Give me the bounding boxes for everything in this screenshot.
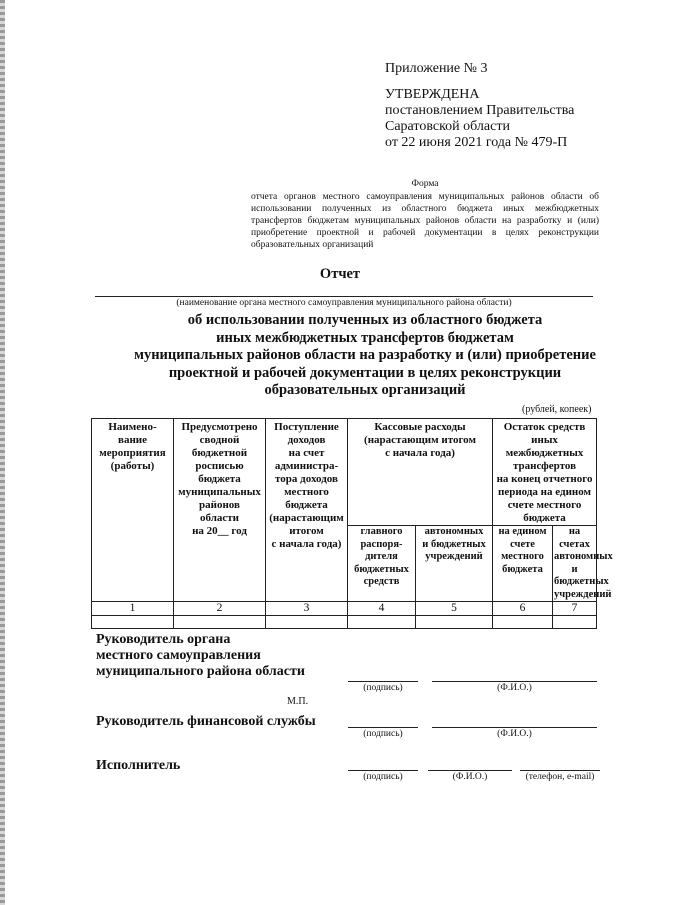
scan-edge (0, 0, 5, 905)
decree-line-2: Саратовской области (385, 119, 510, 134)
signer-head-org: Руководитель органа местного самоуправления муниципального района области (96, 632, 305, 679)
col-number: 1 (92, 602, 174, 616)
approved-label: УТВЕРЖДЕНА (385, 87, 480, 102)
table-row (92, 616, 597, 629)
name-line (428, 770, 512, 771)
col-single-account-header: на едином счете местного бюджета (493, 526, 553, 602)
report-subtitle (70, 312, 660, 400)
currency-unit: (рублей, копеек) (522, 404, 592, 415)
table-cell (92, 616, 174, 629)
form-label: Форма (411, 179, 439, 189)
col-number: 3 (266, 602, 348, 616)
authority-name-hint: (наименование органа местного самоуправления муниципального района области) (176, 298, 512, 308)
stamp-place: М.П. (287, 696, 309, 707)
name-line (432, 727, 597, 728)
form-description: отчета органов местного самоуправления муниципальных районов области об использовании полученных из областного бюджета иных межбюджетных трансфертов бюджетам муниципальных районов области на разработку и (или) приобретение проектной и рабочей документации в целях реконструкции образовательных организаций (251, 192, 599, 250)
signer-finance-head: Руководитель финансовой службы (96, 714, 316, 729)
table-cell (174, 616, 266, 629)
authority-name-line (95, 296, 593, 297)
subtitle-line-1: об использовании полученных из областного бюджета (187, 312, 543, 328)
subtitle-line-3: муниципальных районов области на разработку и (или) приобретение (134, 347, 596, 363)
col-group-expenses: Кассовые расходы (нарастающим итогом с начала года) (348, 419, 493, 526)
signature-label: (подпись) (363, 729, 403, 739)
table-cell (553, 616, 597, 629)
col-institution-accounts-header: на счетах автономных и бюджетных учреждений (554, 526, 613, 600)
col-main-manager-header: главного распоря- дителя бюджетных средств (348, 526, 416, 602)
signature-line (348, 681, 418, 682)
report-table (91, 418, 613, 629)
col-group-balance: Остаток средств иных межбюджетных трансфертов на конец отчетного периода на едином счете местного бюджета (493, 419, 597, 526)
col-number: 4 (348, 602, 416, 616)
col-number: 6 (493, 602, 553, 616)
decree-line-1: постановлением Правительства (385, 103, 575, 118)
signer-executor: Исполнитель (96, 758, 181, 773)
appendix-number: Приложение № 3 (385, 61, 488, 76)
col-activity-header: Наимено- вание мероприятия (работы) (92, 419, 174, 602)
name-label: (Ф.И.О.) (497, 683, 532, 693)
signature-label: (подпись) (363, 683, 403, 693)
signature-label: (подпись) (363, 772, 403, 782)
table-cell (348, 616, 416, 629)
subtitle-line-2: иных межбюджетных трансфертов бюджетам (216, 329, 514, 346)
col-number: 5 (416, 602, 493, 616)
signature-line (348, 770, 418, 771)
name-label: (Ф.И.О.) (452, 772, 488, 782)
col-planned-header: Предусмотрено сводной бюджетной росписью бюджета муниципальных районов области на 20__ год (174, 419, 266, 602)
phone-line (520, 770, 600, 771)
column-numbers-row (92, 602, 597, 616)
table-cell (416, 616, 493, 629)
col-income-header: Поступление доходов на счет администра- тора доходов местного бюджета (нарастающим итогом с начала года) (266, 419, 348, 602)
col-number: 2 (174, 602, 266, 616)
name-line (432, 681, 597, 682)
report-title: Отчет (319, 266, 361, 282)
subtitle-line-5: образовательных организаций (264, 382, 466, 398)
decree-line-3: от 22 июня 2021 года № 479-П (385, 135, 568, 150)
signature-line (348, 727, 418, 728)
phone-label: (телефон, e-mail) (525, 772, 595, 782)
form-note (251, 178, 599, 251)
col-number: 7 (553, 602, 597, 616)
table-cell (493, 616, 553, 629)
col-institutions-header: автономных и бюджетных учреждений (416, 526, 493, 602)
table-cell (266, 616, 348, 629)
subtitle-line-4: проектной и рабочей документации в целях реконструкции (168, 364, 562, 381)
name-label: (Ф.И.О.) (497, 729, 532, 739)
